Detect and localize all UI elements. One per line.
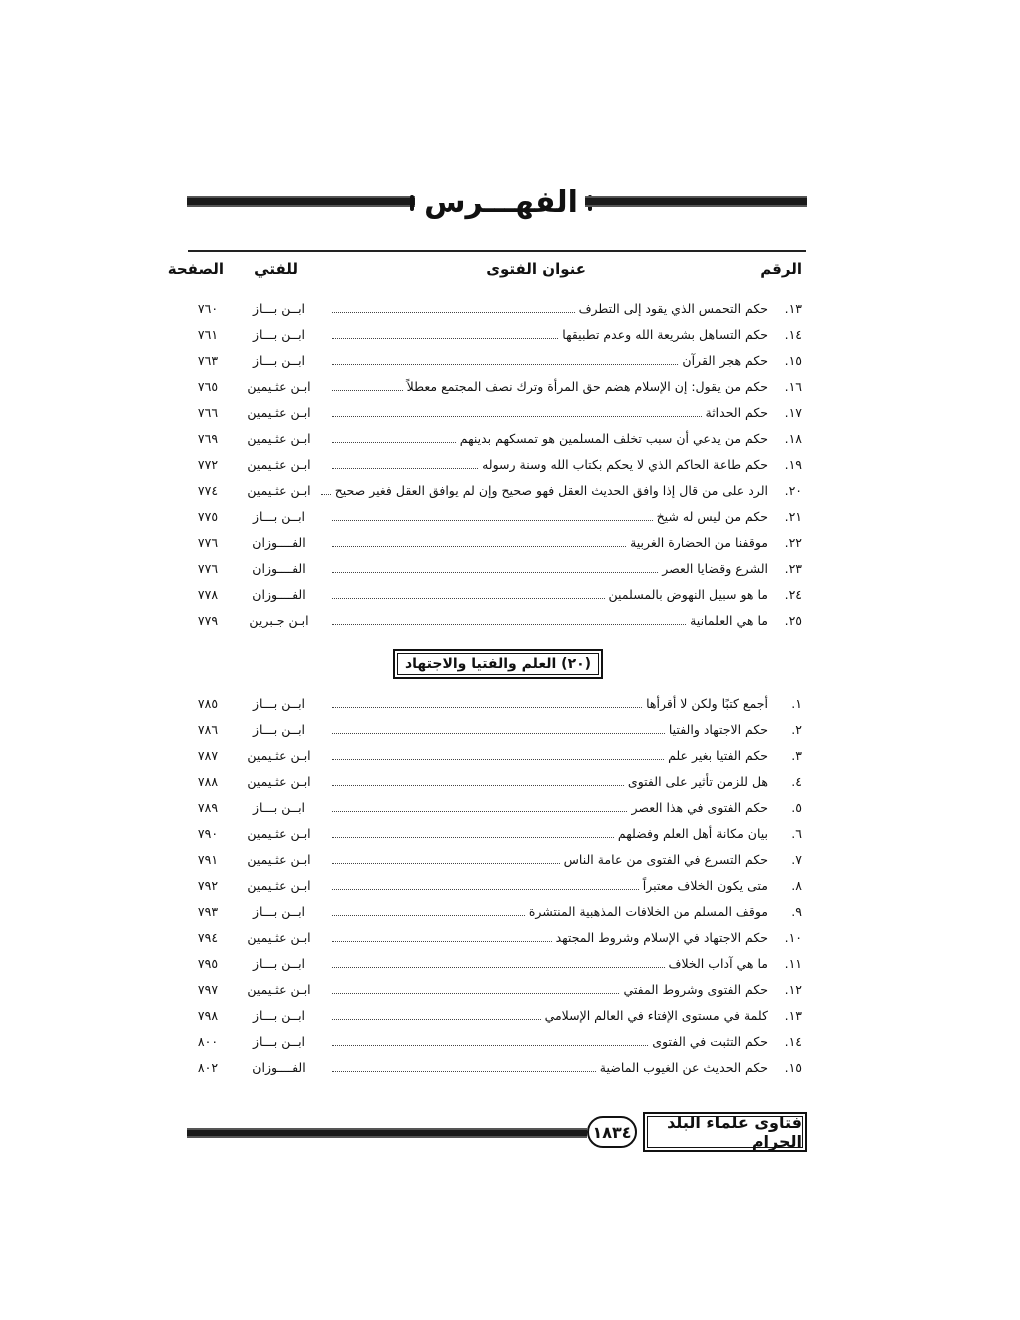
entry-number: ٢. <box>791 722 802 737</box>
footer-rule <box>187 1128 587 1138</box>
entry-page: ٧٧٢ <box>197 457 219 472</box>
entry-title-line <box>332 696 768 711</box>
entry-title-line <box>332 774 768 789</box>
dot-leader <box>332 1019 541 1020</box>
entry-title: حكم الحداثة <box>705 405 768 420</box>
entry-mufti: ابـن عثـيمين <box>247 774 311 789</box>
entry-mufti: ابــن بـــاز <box>252 722 306 737</box>
entry-title: حكم التثبت في الفتوى <box>652 1034 768 1049</box>
entry-title: الرد على من قال إذا وافق الحديث العقل فهو صحيح وإن لم يوافق العقل فغير صحيح <box>334 483 768 498</box>
entry-title-line <box>332 301 768 316</box>
entry-page: ٧٦٣ <box>197 353 219 368</box>
entry-number: ٤. <box>791 774 802 789</box>
entry-number: ١٣. <box>784 301 802 316</box>
entry-mufti: ابـن عثـيمين <box>247 748 311 763</box>
list-item <box>188 556 806 582</box>
entry-title: هل للزمن تأثير على الفتوى <box>627 774 768 789</box>
header-title-group <box>419 183 583 223</box>
list-item <box>188 1055 806 1081</box>
entry-title-line <box>332 457 768 472</box>
list-item <box>188 1003 806 1029</box>
entry-number: ١٥. <box>784 353 802 368</box>
dot-leader <box>332 546 626 547</box>
list-item <box>188 478 806 504</box>
index-list-section-1 <box>188 296 806 634</box>
list-item <box>188 847 806 873</box>
entry-title: ما هي العلمانية <box>690 613 768 628</box>
entry-title: حكم من يقول: إن الإسلام هضم حق المرأة وترك نصف المجتمع معطلاً <box>406 379 768 394</box>
dot-leader <box>332 572 658 573</box>
entry-number: ١٠. <box>784 930 802 945</box>
list-item <box>188 873 806 899</box>
entry-page: ٧٧٥ <box>197 509 219 524</box>
entry-page: ٧٦٩ <box>197 431 219 446</box>
dot-leader <box>332 312 575 313</box>
list-item <box>188 322 806 348</box>
dot-leader <box>332 1071 596 1072</box>
entry-title: حكم من يدعي أن سبب تخلف المسلمين هو تمسكهم بدينهم <box>459 431 768 446</box>
entry-number: ١٣. <box>784 1008 802 1023</box>
entry-page: ٧٨٦ <box>197 722 219 737</box>
entry-mufti: الفــــوزان <box>252 587 306 602</box>
list-item <box>188 374 806 400</box>
column-header-page: الصفحة <box>167 260 224 278</box>
list-item <box>188 743 806 769</box>
entry-title-line <box>332 483 768 498</box>
entry-mufti: ابــن بـــاز <box>252 696 306 711</box>
entry-number: ١٩. <box>784 457 802 472</box>
entry-page: ٧٧٦ <box>197 535 219 550</box>
entry-page: ٧٩٠ <box>197 826 219 841</box>
entry-number: ١١. <box>784 956 802 971</box>
entry-title: حكم الاجتهاد في الإسلام وشروط المجتهد <box>555 930 768 945</box>
entry-mufti: ابــن بـــاز <box>252 956 306 971</box>
entry-mufti: ابــن بـــاز <box>252 1034 306 1049</box>
section-heading: (٢٠) العلم والفتيا والاجتهاد <box>397 653 599 675</box>
entry-mufti: ابــن بـــاز <box>252 800 306 815</box>
list-item <box>188 821 806 847</box>
entry-page: ٧٨٧ <box>197 748 219 763</box>
entry-page: ٧٨٨ <box>197 774 219 789</box>
entry-number: ١٧. <box>784 405 802 420</box>
entry-page: ٧٦٠ <box>197 301 219 316</box>
entry-title-line <box>332 561 768 576</box>
dot-leader <box>332 364 678 365</box>
entry-mufti: ابــن بـــاز <box>252 327 306 342</box>
entry-title-line <box>332 956 768 971</box>
entry-title: حكم من ليس له شيخ <box>656 509 768 524</box>
entry-mufti: ابـن عثـيمين <box>247 379 311 394</box>
entry-title-line <box>332 826 768 841</box>
entry-title: حكم طاعة الحاكم الذي لا يحكم بكتاب الله وسنة رسوله <box>482 457 768 472</box>
entry-number: ٩. <box>791 904 802 919</box>
dot-leader <box>332 785 624 786</box>
entry-mufti: ابـن عثـيمين <box>247 457 311 472</box>
entry-title: حكم الفتوى في هذا العصر <box>631 800 768 815</box>
column-header-mufti: للفتي <box>254 260 298 278</box>
entry-page: ٧٩٢ <box>197 878 219 893</box>
list-item <box>188 608 806 634</box>
entry-title-line <box>332 379 768 394</box>
entry-mufti: ابـن عثـيمين <box>247 405 311 420</box>
entry-number: ٢٠. <box>784 483 802 498</box>
entry-title-line <box>332 353 768 368</box>
entry-number: ٦. <box>791 826 802 841</box>
entry-title-line <box>332 930 768 945</box>
list-item <box>188 1029 806 1055</box>
entry-title: موقف المسلم من الخلافات المذهبية المنتشرة <box>528 904 768 919</box>
header-rule-right <box>585 196 807 207</box>
entry-mufti: ابـن عثـيمين <box>247 878 311 893</box>
entry-title-line <box>332 587 768 602</box>
list-item <box>188 795 806 821</box>
entry-mufti: ابــن بـــاز <box>252 1008 306 1023</box>
dot-leader <box>332 1045 648 1046</box>
list-item <box>188 951 806 977</box>
list-item <box>188 530 806 556</box>
entry-title-line <box>332 722 768 737</box>
entry-title-line <box>332 1008 768 1023</box>
entry-number: ٥. <box>791 800 802 815</box>
dot-leader <box>332 520 653 521</box>
page-title: الفهـــرس <box>424 185 578 220</box>
dot-leader <box>332 811 627 812</box>
dot-leader <box>332 416 702 417</box>
dot-leader <box>321 494 331 495</box>
entry-number: ٢٣. <box>784 561 802 576</box>
entry-title-line <box>332 1034 768 1049</box>
book-title: فتاوى علماء البلد الحرام <box>647 1116 803 1148</box>
entry-mufti: الفــــوزان <box>252 1060 306 1075</box>
book-title-box <box>643 1112 807 1152</box>
entry-title-line <box>332 878 768 893</box>
entry-title-line <box>332 982 768 997</box>
dot-leader <box>332 598 605 599</box>
entry-title: حكم الاجتهاد والفتيا <box>668 722 768 737</box>
entry-title-line <box>332 405 768 420</box>
entry-title: حكم التسرع في الفتوى من عامة الناس <box>563 852 768 867</box>
entry-page: ٧٨٥ <box>197 696 219 711</box>
entry-title: حكم التحمس الذي يقود إلى التطرف <box>578 301 768 316</box>
entry-mufti: ابـن عثـيمين <box>247 852 311 867</box>
entry-title-line <box>332 800 768 815</box>
entry-number: ٣. <box>791 748 802 763</box>
entry-title-line <box>332 431 768 446</box>
entry-mufti: ابـن جـبرين <box>249 613 309 628</box>
dot-leader <box>332 468 478 469</box>
entry-page: ٧٩٨ <box>197 1008 219 1023</box>
list-item <box>188 691 806 717</box>
entry-title: ما هو سبيل النهوض بالمسلمين <box>608 587 768 602</box>
entry-title-line <box>332 1060 768 1075</box>
entry-number: ١. <box>791 696 802 711</box>
entry-mufti: ابـن عثـيمين <box>247 826 311 841</box>
entry-title-line <box>332 904 768 919</box>
entry-mufti: الفــــوزان <box>252 561 306 576</box>
list-item <box>188 977 806 1003</box>
entry-page: ٧٩١ <box>197 852 219 867</box>
entry-page: ٧٧٩ <box>197 613 219 628</box>
column-header-title: عنوان الفتوى <box>486 260 586 278</box>
index-list-section-2 <box>188 691 806 1081</box>
entry-title: كلمة في مستوى الإفتاء في العالم الإسلامي <box>544 1008 768 1023</box>
entry-number: ٢١. <box>784 509 802 524</box>
dot-leader <box>332 442 456 443</box>
entry-title: بيان مكانة أهل العلم وفضلهم <box>617 826 768 841</box>
entry-title-line <box>332 535 768 550</box>
entry-mufti: ابــن بـــاز <box>252 509 306 524</box>
page-header <box>187 183 807 223</box>
entry-mufti: ابـن عثـيمين <box>247 431 311 446</box>
entry-title: أجمع كتبًا ولكن لا أقرأها <box>646 696 768 711</box>
entry-page: ٧٧٨ <box>197 587 219 602</box>
list-item <box>188 504 806 530</box>
dot-leader <box>332 624 686 625</box>
entry-number: ١٢. <box>784 982 802 997</box>
entry-number: ٢٢. <box>784 535 802 550</box>
dot-leader <box>332 941 552 942</box>
entry-title: ما هي آداب الخلاف <box>668 956 768 971</box>
entry-page: ٧٩٧ <box>197 982 219 997</box>
dot-leader <box>332 837 614 838</box>
dot-leader <box>332 733 665 734</box>
entry-title: حكم هجر القرآن <box>682 353 768 368</box>
entry-title-line <box>332 509 768 524</box>
list-item <box>188 582 806 608</box>
entry-number: ١٤. <box>784 1034 802 1049</box>
column-header-number: الرقم <box>760 260 802 278</box>
entry-number: ٢٤. <box>784 587 802 602</box>
entry-page: ٨٠٠ <box>197 1034 219 1049</box>
entry-number: ١٥. <box>784 1060 802 1075</box>
entry-number: ١٦. <box>784 379 802 394</box>
list-item <box>188 400 806 426</box>
list-item <box>188 925 806 951</box>
entry-page: ٧٧٦ <box>197 561 219 576</box>
section-heading-box <box>393 649 603 679</box>
dot-leader <box>332 338 558 339</box>
entry-number: ١٤. <box>784 327 802 342</box>
list-item <box>188 717 806 743</box>
entry-mufti: الفــــوزان <box>252 535 306 550</box>
dot-leader <box>332 915 525 916</box>
entry-mufti: ابـن عثـيمين <box>247 982 311 997</box>
entry-page: ٧٦١ <box>197 327 219 342</box>
column-headers <box>167 250 806 282</box>
entry-title: حكم الفتوى وشروط المفتي <box>623 982 768 997</box>
page-number: ١٨٣٤ <box>587 1116 637 1148</box>
dot-leader <box>332 863 560 864</box>
dot-leader <box>332 889 639 890</box>
entry-number: ٧. <box>791 852 802 867</box>
entry-number: ٢٥. <box>784 613 802 628</box>
list-item <box>188 452 806 478</box>
entry-page: ٧٨٩ <box>197 800 219 815</box>
header-rule-left <box>187 196 415 207</box>
entry-mufti: ابــن بـــاز <box>252 301 306 316</box>
list-item <box>188 426 806 452</box>
entry-title: حكم الفتيا بغير علم <box>668 748 768 763</box>
dot-leader <box>332 390 403 391</box>
entry-number: ٨. <box>791 878 802 893</box>
dot-leader <box>332 759 664 760</box>
list-item <box>188 348 806 374</box>
entry-page: ٧٩٥ <box>197 956 219 971</box>
entry-number: ١٨. <box>784 431 802 446</box>
dot-leader <box>332 707 642 708</box>
entry-mufti: ابـن عثـيمين <box>247 930 311 945</box>
square-ornament-icon <box>410 195 414 211</box>
entry-title-line <box>332 852 768 867</box>
entry-page: ٨٠٢ <box>197 1060 219 1075</box>
entry-title: موقفنا من الحضارة الغربية <box>630 535 768 550</box>
list-item <box>188 296 806 322</box>
entry-page: ٧٦٦ <box>197 405 219 420</box>
entry-title-line <box>332 327 768 342</box>
entry-mufti: ابـن عثـيمين <box>247 483 311 498</box>
entry-page: ٧٩٣ <box>197 904 219 919</box>
entry-title: حكم التساهل بشريعة الله وعدم تطبيقها <box>562 327 768 342</box>
entry-title: الشرع وقضايا العصر <box>662 561 768 576</box>
dot-leader <box>332 967 665 968</box>
entry-page: ٧٧٤ <box>197 483 219 498</box>
entry-mufti: ابــن بـــاز <box>252 353 306 368</box>
list-item <box>188 899 806 925</box>
entry-page: ٧٦٥ <box>197 379 219 394</box>
entry-mufti: ابــن بـــاز <box>252 904 306 919</box>
entry-title: حكم الحديث عن الغيوب الماضية <box>599 1060 768 1075</box>
list-item <box>188 769 806 795</box>
entry-title-line <box>332 613 768 628</box>
entry-page: ٧٩٤ <box>197 930 219 945</box>
entry-title-line <box>332 748 768 763</box>
page-footer <box>187 1112 807 1156</box>
dot-leader <box>332 993 619 994</box>
entry-title: متى يكون الخلاف معتبراً <box>642 878 768 893</box>
